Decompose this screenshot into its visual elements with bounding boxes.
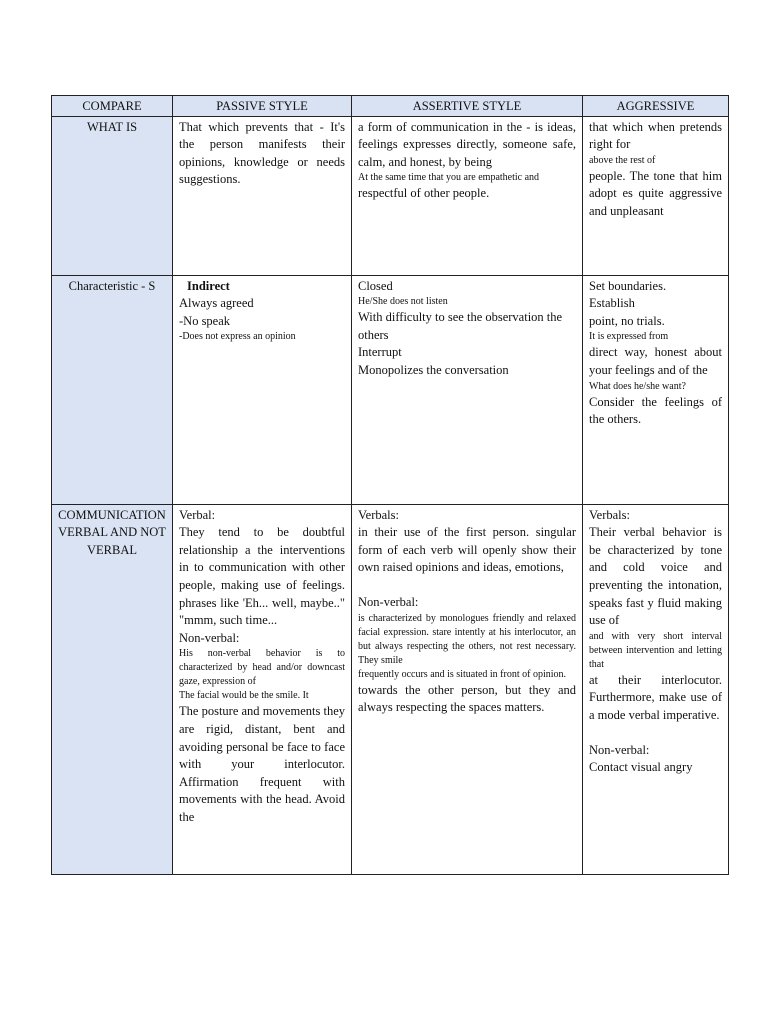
cell-text: Non-verbal: <box>589 742 650 757</box>
cell-text: That which prevents that - It's the person manifests their opinions, knowledge or needs suggestions. <box>179 119 345 187</box>
row-label-characteristics: Characteristic - S <box>52 275 173 504</box>
cell-text: With difficulty to see the observation the others <box>358 310 563 342</box>
cell-text: Non-verbal: <box>358 594 419 609</box>
cell-text: a form of communication in the - is ideas, feelings expresses directly, someone safe, calm, and honest, by being <box>358 119 576 169</box>
cell-text: respectful of other people. <box>358 186 490 201</box>
cell-text-small: and with very short interval between intervention and letting that <box>589 630 722 670</box>
cell-text: point, no trials. <box>589 313 665 328</box>
cell-assertive-communication <box>352 504 583 874</box>
cell-text: Their verbal behavior is be characterized by tone and cold voice and preventing the intonation, speaks fast y fluid making use of <box>589 525 722 628</box>
cell-text-small: above the rest of <box>589 154 656 166</box>
cell-aggressive-communication <box>583 504 729 874</box>
cell-text: Contact visual angry <box>589 760 693 775</box>
cell-text: They tend to be doubtful relationship a the interventions in to communication with other people, making use of feelings. phrases like 'Eh... well, maybe.." "mmm, such time... <box>179 525 345 628</box>
cell-text: Consider the feelings of the others. <box>589 394 722 427</box>
cell-text-small: The facial would be the smile. It <box>179 690 309 702</box>
cell-assertive-what-is <box>352 116 583 275</box>
cell-text-bold: Indirect <box>187 278 230 293</box>
cell-text: The posture and movements they are rigid, distant, bent and avoiding personal be face to face with your interlocutor. Affirmation frequent with movements with the head. Avoid the <box>179 704 345 824</box>
cell-text: -No speak <box>179 313 231 328</box>
cell-assertive-characteristics <box>352 275 583 504</box>
cell-text-small: What does he/she want? <box>589 380 686 392</box>
cell-aggressive-characteristics <box>583 275 729 504</box>
cell-text: Set boundaries. <box>589 278 667 293</box>
cell-passive-what-is <box>173 116 352 275</box>
cell-text: Establish <box>589 296 635 311</box>
cell-text: people. The tone that him adopt es quite aggressive and unpleasant <box>589 168 722 218</box>
cell-text: that which when pretends right for <box>589 119 722 152</box>
cell-text-small: He/She does not listen <box>358 296 448 308</box>
cell-passive-characteristics <box>173 275 352 504</box>
cell-text: Always agreed <box>179 296 254 311</box>
cell-text: Closed <box>358 278 393 293</box>
cell-text-small: It is expressed from <box>589 331 669 343</box>
cell-text: at their interlocutor. Furthermore, make use of a mode verbal imperative. <box>589 672 722 722</box>
cell-text-small: frequently occurs and is situated in front of opinion. <box>358 668 567 680</box>
comparison-table <box>51 95 729 875</box>
header-row <box>52 96 729 117</box>
cell-text: Interrupt <box>358 345 402 360</box>
row-label-what-is: WHAT IS <box>52 116 173 275</box>
cell-text: Verbal: <box>179 507 216 522</box>
header-compare: COMPARE <box>52 96 173 117</box>
cell-text-small: is characterized by monologues friendly and relaxed facial expression. stare intently at his interlocutor, an but always respecting the others, not rest necessary. They smile <box>358 612 576 666</box>
table-row-communication <box>52 504 729 874</box>
cell-text-small: -Does not express an opinion <box>179 331 296 343</box>
cell-aggressive-what-is <box>583 116 729 275</box>
cell-text: direct way, honest about your feelings and of the <box>589 345 722 377</box>
row-label-communication: COMMUNICATION VERBAL AND NOT VERBAL <box>52 504 173 874</box>
table-row-characteristics <box>52 275 729 504</box>
header-assertive: ASSERTIVE STYLE <box>352 96 583 117</box>
cell-text-small: His non-verbal behavior is to characterized by head and/or downcast gaze, expression of <box>179 648 345 688</box>
cell-text-small: At the same time that you are empathetic and <box>358 172 540 184</box>
cell-text: Verbals: <box>589 507 630 522</box>
header-passive: PASSIVE STYLE <box>173 96 352 117</box>
table-row-what-is <box>52 116 729 275</box>
cell-text: Verbals: <box>358 507 399 522</box>
header-aggressive: AGGRESSIVE <box>583 96 729 117</box>
cell-text: Monopolizes the conversation <box>358 362 509 377</box>
cell-text: towards the other person, but they and always respecting the spaces matters. <box>358 682 576 715</box>
cell-text: in their use of the first person. singular form of each verb will openly show their own raised opinions and ideas, emotions, <box>358 525 576 575</box>
cell-text: Non-verbal: <box>179 630 240 645</box>
cell-passive-communication <box>173 504 352 874</box>
